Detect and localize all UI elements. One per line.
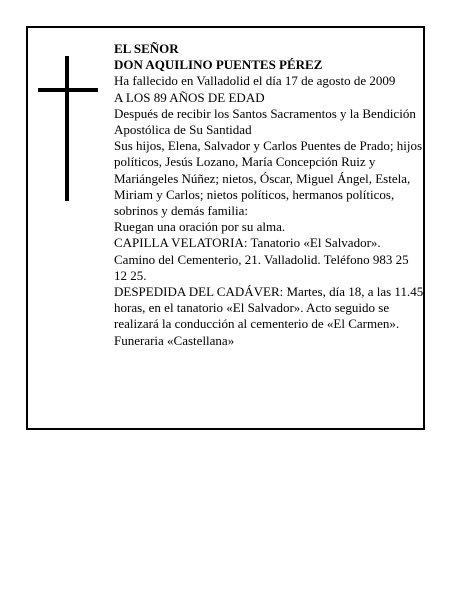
sacraments-statement: Después de recibir los Santos Sacramentos y la Bendición Apostólica de Su Santidad [114,105,416,138]
funeral-home: Funeraria «Castellana» [114,332,235,348]
deceased-name: DON AQUILINO PUENTES PÉREZ [114,57,323,73]
cross-icon [38,56,98,201]
obituary-title: EL SEÑOR [114,41,179,56]
death-statement: Ha fallecido en Valladolid el día 17 de agosto de 2009 [114,73,396,89]
farewell-info: DESPEDIDA DEL CADÁVER: Martes, día 18, a las 11.45 horas, en el tanatorio «El Salvador». Acto seguido se realizará la conducción al cementerio de «El Carmen». [114,284,424,332]
family-list: Sus hijos, Elena, Salvador y Carlos Puentes de Prado; hijos políticos, Jesús Lozano, María Concepción Ruiz y Mariángeles Núñez; nietos, Óscar, Miguel Ángel, Estela, Miriam y Carlos; nietos políticos, hermanos políticos, sobrinos y demás familia: [114,138,423,219]
obituary-text [114,41,424,349]
age-statement: A LOS 89 AÑOS DE EDAD [114,89,265,105]
prayer-request: Ruegan una oración por su alma. [114,219,286,235]
cross-vertical-bar [65,56,69,201]
obituary-notice [26,26,425,430]
chapel-info: CAPILLA VELATORIA: Tanatorio «El Salvador». Camino del Cementerio, 21. Valladolid. Teléfono 983 25 12 25. [114,235,409,283]
cross-horizontal-bar [38,88,98,92]
